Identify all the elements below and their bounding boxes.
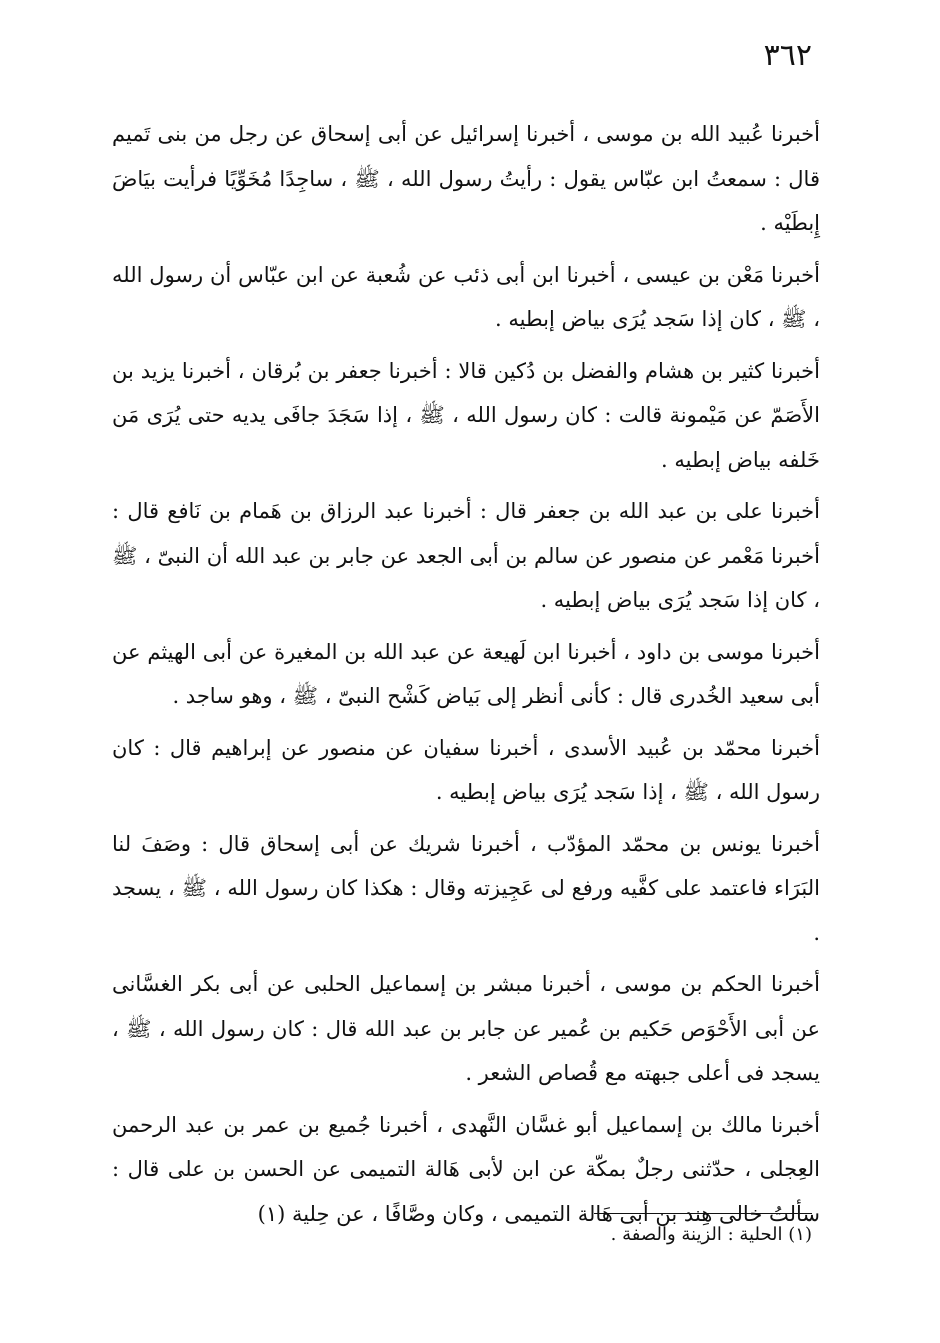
paragraph-4: أخبرنا على بن عبد الله بن جعفر قال : أخبرنا عبد الرزاق بن هَمام بن نَافع قال : أخبرنا مَعْمر عن منصور عن سالم بن أبى الجعد عن جابر بن عبد الله أن النبىّ ، ﷺ ، كان إذا سَجد يُرَى بياض إبطيه . [112,499,820,612]
paragraph-1: أخبرنا عُبيد الله بن موسى ، أخبرنا إسرائيل عن أبى إسحاق عن رجل من بنى تَميم قال : سمعتُ ابن عبّاس يقول : رأيتُ رسول الله ، ﷺ ، ساجِدًا مُخَوِّيًا فرأيت بيَاضَ إِبطَيْه . [112,122,820,235]
paragraph-8: أخبرنا الحكم بن موسى ، أخبرنا مبشر بن إسماعيل الحلبى عن أبى بكر الغسَّانى عن أبى الأَحْوَص حَكيم بن عُمير عن جابر بن عبد الله قال : كان رسول الله ، ﷺ ، يسجد فى أعلى جبهته مع قُصاص الشعر . [112,972,820,1085]
paragraph-9: أخبرنا مالك بن إسماعيل أبو غسَّان النَّهدى ، أخبرنا جُميع بن عمر بن عبد الرحمن العِجلى ، حدّثنى رجلٌ بمكّة عن ابن لأبى هَالة التميمى عن الحسن بن على قال : سألتُ خالى هِند بن أبى هَالة التميمى ، وكان وصَّافًا ، عن حِلية (١) [112,1112,820,1226]
footnote: (١) الحلية : الزينة والصفة . [610,1224,812,1245]
footnote-divider [594,1213,812,1214]
paragraph-3: أخبرنا كثير بن هشام والفضل بن دُكين قالا : أخبرنا جعفر بن بُرقان ، أخبرنا يزيد بن الأَصَمّ عن مَيْمونة قالت : كان رسول الله ، ﷺ ، إذا سَجَدَ جافَى يديه حتى يُرَى مَن خَلفه بياض إبطيه . [112,358,820,472]
page-number: ٣٦٢ [763,38,812,73]
body-text [112,112,820,1243]
paragraph-7: أخبرنا يونس بن محمّد المؤدّب ، أخبرنا شريك عن أبى إسحاق قال : وصَفَ لنا البَرَاء فاعتمد على كفَّيه ورفع لى عَجِيزته وقال : هكذا كان رسول الله ، ﷺ ، يسجد . [112,831,820,945]
paragraph-6: أخبرنا محمّد بن عُبيد الأسدى ، أخبرنا سفيان عن منصور عن إبراهيم قال : كان رسول الله ، ﷺ ، إذا سَجد يُرَى بياض إبطيه . [112,735,820,804]
paragraph-5: أخبرنا موسى بن داود ، أخبرنا ابن لَهيعة عن عبد الله بن المغيرة عن أبى الهيثم عن أبى سعيد الخُدرى قال : كأنى أنظر إلى بَياض كَشْح النبىّ ، ﷺ ، وهو ساجد . [112,639,820,708]
paragraph-2: أخبرنا مَعْن بن عيسى ، أخبرنا ابن أبى ذئب عن شُعبة عن ابن عبّاس أن رسول الله ، ﷺ ، كان إذا سَجد يُرَى بياض إبطيه . [112,262,820,331]
